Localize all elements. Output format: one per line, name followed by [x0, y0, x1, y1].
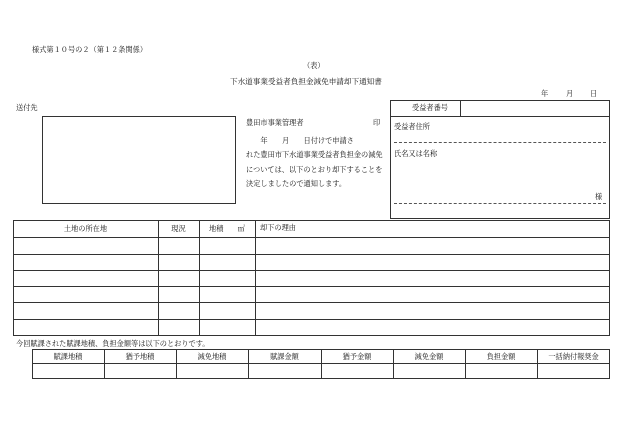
land-header-area: 地積 ㎡ [209, 224, 245, 233]
assessment-note: 今回賦課された賦課地積、負担金額等は以下のとおりです。 [16, 339, 210, 348]
seal-mark: 印 [373, 118, 381, 127]
date-day: 日 [590, 89, 598, 98]
assessment-header-deferred-area: 猶予地積 [125, 352, 155, 361]
assessment-header-assessed-amount: 賦課金額 [270, 352, 299, 361]
form-number: 様式第１０号の２（第１２条関係） [32, 45, 148, 54]
land-header-status: 現況 [171, 224, 186, 233]
land-header-reason: 却下の理由 [260, 223, 296, 232]
date-month: 月 [566, 89, 574, 98]
honorific: 様 [595, 192, 603, 201]
beneficiary-name-label: 氏名又は名称 [394, 149, 438, 158]
assessment-header-exempt-amount: 減免金額 [414, 352, 444, 361]
form-type: （表） [303, 61, 325, 70]
notice-body-line1: 年 月 日付けで申請さ [246, 136, 354, 145]
assessment-header-exempt-area: 減免地積 [197, 352, 227, 361]
assessment-header-deferred-amount: 猶予金額 [342, 352, 372, 361]
recipient-label: 送付先 [16, 103, 38, 112]
notice-body-rest: れた豊田市下水道事業受益者負担金の減免については、以下のとおり却下することを決定しましたので通知します。 [246, 150, 383, 189]
beneficiary-box [390, 100, 610, 219]
beneficiary-number-label: 受益者番号 [412, 103, 448, 112]
assessment-header-lump-sum-reward: 一括納付報奨金 [548, 352, 599, 361]
beneficiary-address-label: 受益者住所 [394, 122, 430, 131]
land-header-location: 土地の所在地 [63, 224, 108, 233]
recipient-box [42, 116, 236, 204]
issuer-name: 豊田市事業管理者 [246, 118, 304, 127]
notice-body [246, 134, 386, 192]
assessment-header-charge-amount: 負担金額 [486, 352, 516, 361]
assessment-header-assessed-area: 賦課地積 [53, 352, 83, 361]
page-title: 下水道事業受益者負担金減免申請却下通知書 [230, 77, 382, 86]
date-year: 年 [541, 89, 549, 98]
